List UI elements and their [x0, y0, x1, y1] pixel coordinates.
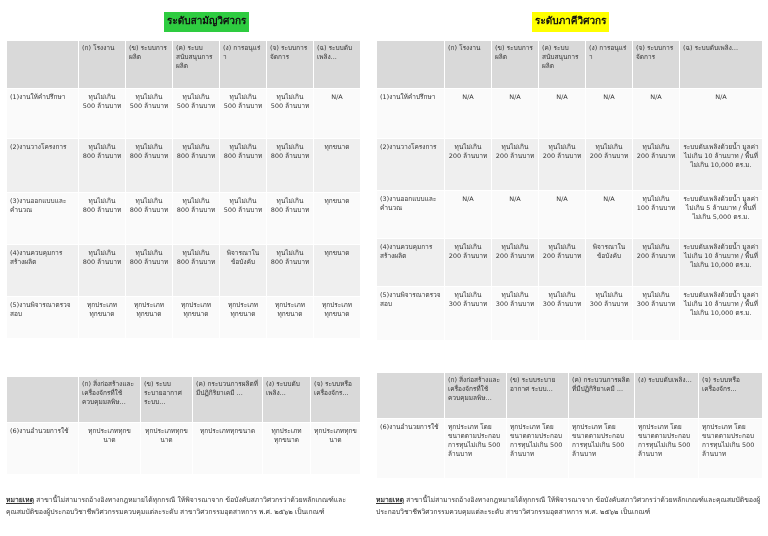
header-cell: (ง) การอนุแร่า [220, 41, 267, 89]
table-cell: ทุนไม่เกิน 200 ล้านบาท [492, 239, 539, 287]
license-scope-table-b [376, 40, 763, 341]
header-cell: (ค) กระบวนการผลิตที่มีปฏิกิริยาเคมี ... [569, 373, 635, 419]
table-cell: ทุกประเภททุกขนาด [311, 423, 361, 475]
header-cell: (ง) ระบบดับเพลิง... [635, 373, 699, 419]
table-cell: ทุกประเภท โดยขนาดตามประกอบการทุนไม่เกิน 500 ล้านบาท [635, 419, 699, 479]
table-cell: N/A [445, 191, 492, 239]
table-cell: ทุนไม่เกิน 500 ล้านบาท [173, 89, 220, 139]
table-row [377, 191, 763, 239]
table-cell: ทุนไม่เกิน 200 ล้านบาท [586, 139, 633, 191]
footnote [6, 494, 360, 518]
header-cell: (ง) การอนุแร่า [586, 41, 633, 89]
table-cell: ระบบดับเพลิงด้วยน้ำ มูลค่าไม่เกิน 10 ล้านบาท / พื้นที่ไม่เกิน 10,000 ตร.ม. [680, 239, 763, 287]
table-cell: ทุนไม่เกิน 800 ล้านบาท [126, 193, 173, 245]
table-cell: ทุกประเภททุกขนาด [220, 297, 267, 339]
table-cell: N/A [586, 89, 633, 139]
table-cell: ทุนไม่เกิน 800 ล้านบาท [267, 139, 314, 193]
table-cell: ทุนไม่เกิน 100 ล้านบาท [633, 191, 680, 239]
table-cell: ทุนไม่เกิน 300 ล้านบาท [586, 287, 633, 341]
row-label: (5)งานพิจารณาตรวจสอบ [7, 297, 79, 339]
table-cell: ทุนไม่เกิน 800 ล้านบาท [267, 193, 314, 245]
header-cell: (จ) ระบบการจัดการ [267, 41, 314, 89]
table-cell: N/A [680, 89, 763, 139]
table-cell: ทุนไม่เกิน 200 ล้านบาท [445, 239, 492, 287]
table-cell: ทุกประเภททุกขนาด [79, 423, 141, 475]
header-cell: (ก) สิ่งก่อสร้างและเครื่องจักรที่ใช้ควบคุมมลพิษ... [79, 377, 141, 423]
table-row [377, 419, 763, 479]
table-header-row [7, 377, 361, 423]
row-label: (6)งานอำนวยการใช้ [377, 419, 445, 479]
table-cell: ทุนไม่เกิน 300 ล้านบาท [445, 287, 492, 341]
table-cell: ทุกขนาด [314, 139, 361, 193]
table-cell: ทุกขนาด [314, 245, 361, 297]
table-cell: ทุนไม่เกิน 200 ล้านบาท [539, 139, 586, 191]
table-row [377, 287, 763, 341]
row-label: (6)งานอำนวยการใช้ [7, 423, 79, 475]
table-cell: ทุนไม่เกิน 200 ล้านบาท [445, 139, 492, 191]
table-row [7, 423, 361, 475]
footnote-label: หมายเหตุ [6, 496, 34, 504]
table-row [377, 239, 763, 287]
header-cell: (จ) ระบบหรือเครื่องจักร... [311, 377, 361, 423]
table-cell: ทุกประเภท โดยขนาดตามประกอบการทุนไม่เกิน 500 ล้านบาท [699, 419, 763, 479]
table-cell: ทุนไม่เกิน 300 ล้านบาท [539, 287, 586, 341]
operation-scope-table-b [376, 372, 763, 479]
table-cell: N/A [586, 191, 633, 239]
table-cell: N/A [445, 89, 492, 139]
footnote-label: หมายเหตุ [376, 496, 404, 504]
table-cell: ทุนไม่เกิน 800 ล้านบาท [173, 245, 220, 297]
panel-title-associate: ระดับสามัญวิศวกร [164, 12, 249, 32]
table-cell: ทุนไม่เกิน 500 ล้านบาท [220, 193, 267, 245]
table-cell: N/A [633, 89, 680, 139]
table-row [7, 193, 361, 245]
table-cell: ทุนไม่เกิน 800 ล้านบาท [220, 139, 267, 193]
header-cell: (ก) โรงงาน [445, 41, 492, 89]
row-label: (2)งานวางโครงการ [7, 139, 79, 193]
table-cell: ทุนไม่เกิน 200 ล้านบาท [492, 139, 539, 191]
table-cell: N/A [314, 89, 361, 139]
table-row [377, 89, 763, 139]
table-cell: ทุกประเภททุกขนาด [173, 297, 220, 339]
table-cell: ทุกประเภททุกขนาด [314, 297, 361, 339]
header-cell: (ฉ) ระบบดับเพลิง... [680, 41, 763, 89]
row-label: (4)งานควบคุมการสร้างผลิต [7, 245, 79, 297]
table-cell: ทุนไม่เกิน 200 ล้านบาท [633, 139, 680, 191]
table-header-row [7, 41, 361, 89]
row-label: (1)งานให้คำปรึกษา [377, 89, 445, 139]
table-row [7, 139, 361, 193]
table-cell: ระบบดับเพลิงด้วยน้ำ มูลค่าไม่เกิน 10 ล้านบาท / พื้นที่ไม่เกิน 10,000 ตร.ม. [680, 139, 763, 191]
table-header-row [377, 41, 763, 89]
header-cell: (ข) ระบบระบายอากาศ ระบบ... [507, 373, 569, 419]
header-cell: (ก) โรงงาน [79, 41, 126, 89]
table-cell: ทุนไม่เกิน 200 ล้านบาท [539, 239, 586, 287]
table-cell: ทุกประเภท โดยขนาดตามประกอบการทุนไม่เกิน 500 ล้านบาท [569, 419, 635, 479]
table-cell: ทุกประเภททุกขนาด [79, 297, 126, 339]
operation-scope-table-associate [6, 376, 361, 475]
table-cell: ทุนไม่เกิน 800 ล้านบาท [267, 245, 314, 297]
table-cell: ทุนไม่เกิน 200 ล้านบาท [633, 239, 680, 287]
row-label: (1)งานให้คำปรึกษา [7, 89, 79, 139]
table-cell: ทุนไม่เกิน 800 ล้านบาท [79, 245, 126, 297]
table-cell: ทุนไม่เกิน 800 ล้านบาท [173, 139, 220, 193]
table-cell: ทุกประเภททุกขนาด [141, 423, 193, 475]
table-row [7, 89, 361, 139]
table-cell: ทุกประเภท โดยขนาดตามประกอบการทุนไม่เกิน 500 ล้านบาท [445, 419, 507, 479]
header-cell: (จ) ระบบการจัดการ [633, 41, 680, 89]
header-cell: (ค) ระบบสนับสนุนการผลิต [173, 41, 220, 89]
table-cell: N/A [539, 191, 586, 239]
header-cell: (ค) ระบบสนับสนุนการผลิต [539, 41, 586, 89]
row-label: (4)งานควบคุมการสร้างผลิต [377, 239, 445, 287]
header-cell [377, 41, 445, 89]
table-cell: ทุนไม่เกิน 800 ล้านบาท [126, 245, 173, 297]
header-cell: (ค) กระบวนการผลิตที่มีปฏิกิริยาเคมี ... [193, 377, 263, 423]
table-cell: ทุนไม่เกิน 500 ล้านบาท [126, 89, 173, 139]
header-cell: (ก) สิ่งก่อสร้างและเครื่องจักรที่ใช้ควบคุมมลพิษ... [445, 373, 507, 419]
header-cell: (จ) ระบบหรือเครื่องจักร... [699, 373, 763, 419]
table-header-row [377, 373, 763, 419]
table-cell: ทุนไม่เกิน 300 ล้านบาท [633, 287, 680, 341]
row-label: (2)งานวางโครงการ [377, 139, 445, 191]
footnote-text: สาขานี้ไม่สามารถอ้างอิงทางกฎหมายได้ทุกกรณี ให้พิจารณาจาก ข้อบังคับสภาวิศวกรว่าด้วยหลักเกณฑ์และคุณสมบัติของผู้ประกอบวิชาชีพวิศวกรรมควบคุมแต่ละระดับ สาขาวิศวกรรมอุตสาหการ พ.ศ. ๒๕๖๒ เป็นเกณฑ์ [6, 496, 346, 516]
table-cell: ทุนไม่เกิน 800 ล้านบาท [79, 139, 126, 193]
table-row [7, 245, 361, 297]
table-cell: N/A [539, 89, 586, 139]
row-label: (3)งานออกแบบและคำนวณ [377, 191, 445, 239]
header-cell: (ข) ระบบระบายอากาศ ระบบ... [141, 377, 193, 423]
table-cell: ทุนไม่เกิน 500 ล้านบาท [79, 89, 126, 139]
header-cell: (ข) ระบบการผลิต [492, 41, 539, 89]
header-cell [7, 377, 79, 423]
footnote [376, 494, 762, 518]
table-cell: ทุนไม่เกิน 500 ล้านบาท [220, 89, 267, 139]
table-cell: ทุนไม่เกิน 800 ล้านบาท [79, 193, 126, 245]
header-cell: (ฉ) ระบบดับเพลิง... [314, 41, 361, 89]
row-label: (3)งานออกแบบและคำนวณ [7, 193, 79, 245]
table-cell: N/A [492, 89, 539, 139]
table-cell: ทุกขนาด [314, 193, 361, 245]
header-cell: (ข) ระบบการผลิต [126, 41, 173, 89]
table-cell: พิจารณาในข้อบังคับ [220, 245, 267, 297]
table-cell: ทุกประเภททุกขนาด [263, 423, 311, 475]
panel-title-b: ระดับภาคีวิศวกร [532, 12, 609, 32]
table-cell: ระบบดับเพลิงด้วยน้ำ มูลค่าไม่เกิน 10 ล้านบาท / พื้นที่ไม่เกิน 10,000 ตร.ม. [680, 287, 763, 341]
table-cell: ทุนไม่เกิน 500 ล้านบาท [267, 89, 314, 139]
table-cell: ทุกประเภททุกขนาด [126, 297, 173, 339]
table-cell: ทุกประเภททุกขนาด [267, 297, 314, 339]
table-cell: ทุกประเภททุกขนาด [193, 423, 263, 475]
table-row [377, 139, 763, 191]
table-cell: ทุนไม่เกิน 800 ล้านบาท [126, 139, 173, 193]
footnote-text: สาขานี้ไม่สามารถอ้างอิงทางกฎหมายได้ทุกกรณี ให้พิจารณาจาก ข้อบังคับสภาวิศวกรว่าด้วยหลักเกณฑ์และคุณสมบัติของผู้ประกอบวิชาชีพวิศวกรรมควบคุมแต่ละระดับ สาขาวิศวกรรมอุตสาหการ พ.ศ. ๒๕๖๒ เป็นเกณฑ์ [376, 496, 761, 516]
table-cell: ทุกประเภท โดยขนาดตามประกอบการทุนไม่เกิน 500 ล้านบาท [507, 419, 569, 479]
table-cell: N/A [492, 191, 539, 239]
table-cell: ทุนไม่เกิน 800 ล้านบาท [173, 193, 220, 245]
table-cell: ทุนไม่เกิน 300 ล้านบาท [492, 287, 539, 341]
license-scope-table-associate [6, 40, 361, 339]
table-cell: พิจารณาในข้อบังคับ [586, 239, 633, 287]
header-cell: (ง) ระบบดับเพลิง... [263, 377, 311, 423]
row-label: (5)งานพิจารณาตรวจสอบ [377, 287, 445, 341]
table-cell: ระบบดับเพลิงด้วยน้ำ มูลค่าไม่เกิน 5 ล้านบาท / พื้นที่ไม่เกิน 5,000 ตร.ม. [680, 191, 763, 239]
header-cell [7, 41, 79, 89]
header-cell [377, 373, 445, 419]
table-row [7, 297, 361, 339]
